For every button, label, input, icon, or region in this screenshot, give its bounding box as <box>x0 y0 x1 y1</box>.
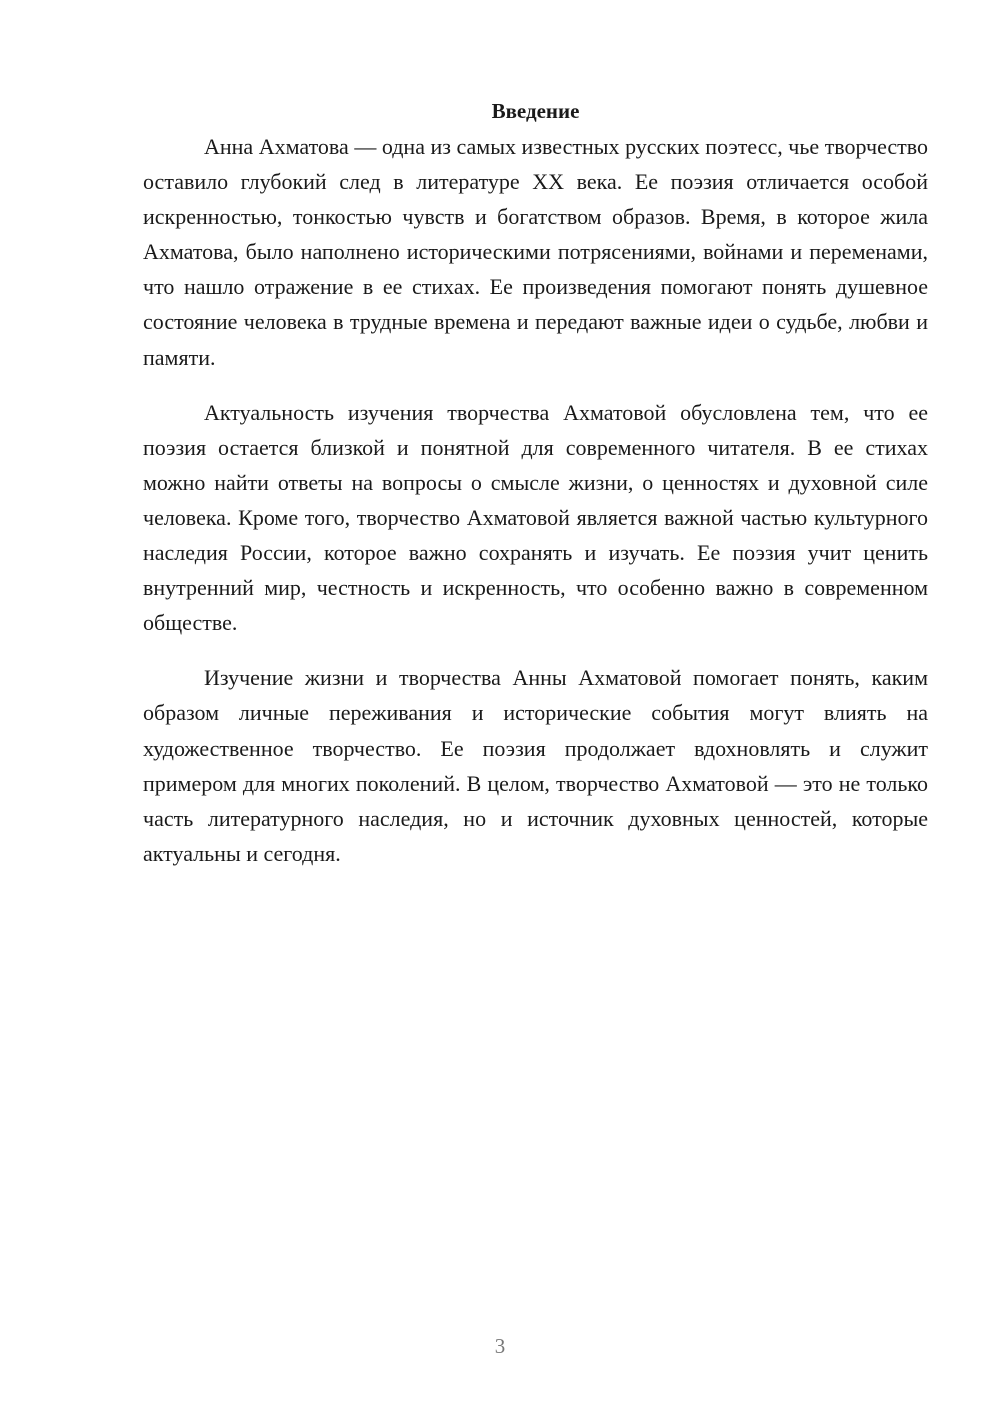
page-content <box>143 96 928 891</box>
section-heading: Введение <box>491 99 580 123</box>
paragraph-1: Анна Ахматова — одна из самых известных русских поэтесс, чье творчество оставило глубокий след в литературе XX века. Ее поэзия отличается особой искренностью, тонкостью чувств и богатством образов. Время, в которое жила Ахматова, было наполнено историческими потрясениями, войнами и переменами, что нашло отражение в ее стихах. Ее произведения помогают понять душевное состояние человека в трудные времена и передают важные идеи о судьбе, любви и памяти. <box>143 134 928 370</box>
paragraph-2: Актуальность изучения творчества Ахматовой обусловлена тем, что ее поэзия остается близкой и понятной для современного читателя. В ее стихах можно найти ответы на вопросы о смысле жизни, о ценностях и духовной силе человека. Кроме того, творчество Ахматовой является важной частью культурного наследия России, которое важно сохранять и изучать. Ее поэзия учит ценить внутренний мир, честность и искренность, что особенно важно в современном обществе. <box>143 399 928 636</box>
page-number: 3 <box>494 1334 506 1358</box>
paragraph-3: Изучение жизни и творчества Анны Ахматовой помогает понять, каким образом личные переживания и исторические события могут влиять на художественное творчество. Ее поэзия продолжает вдохновлять и служит примером для многих поколений. В целом, творчество Ахматовой — это не только часть литературного наследия, но и источник духовных ценностей, которые актуальны и сегодня. <box>143 665 928 866</box>
